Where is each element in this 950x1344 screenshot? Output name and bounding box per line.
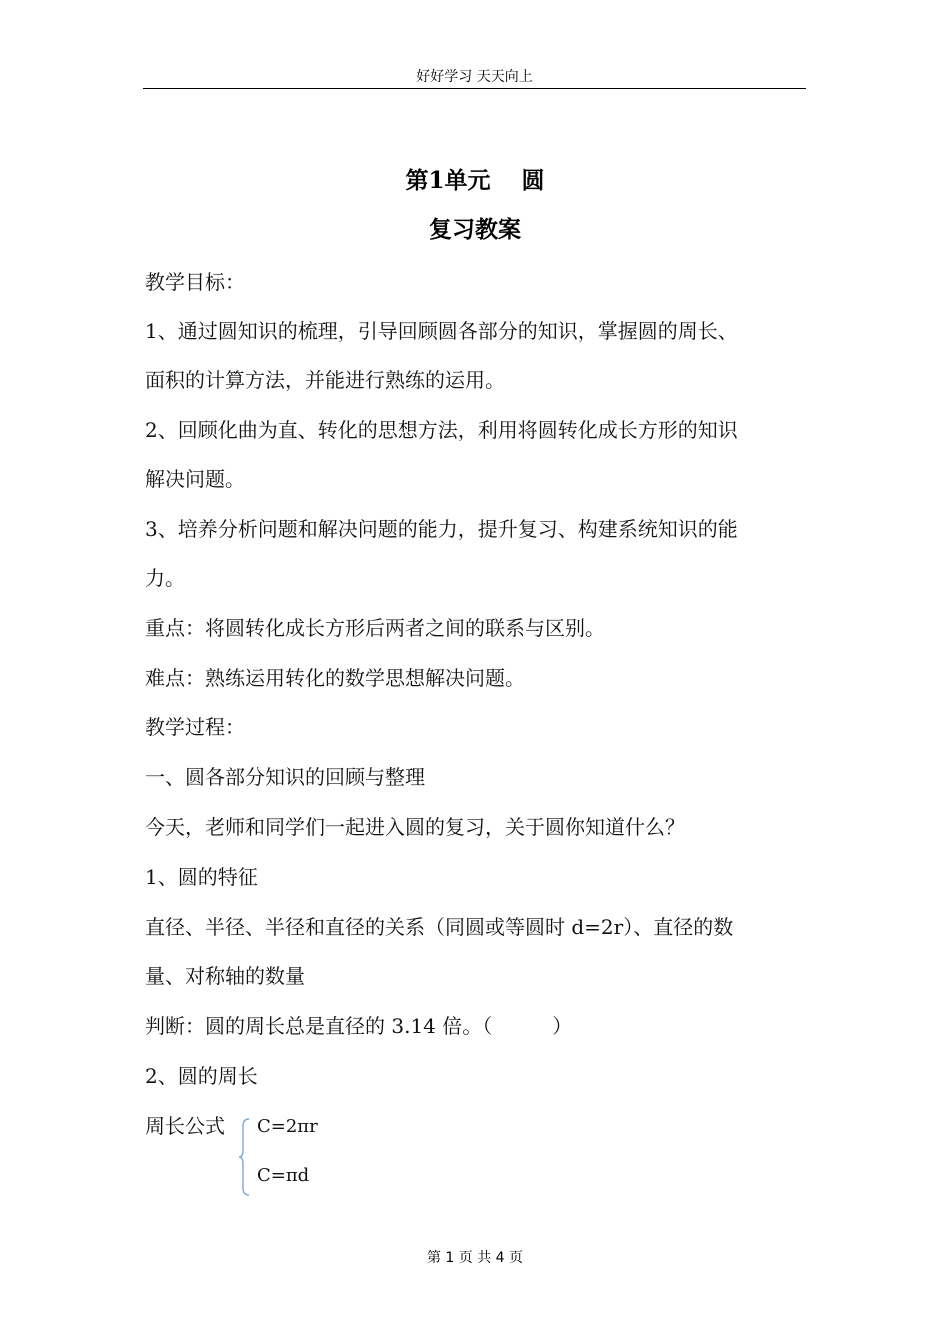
body-line: 今天，老师和同学们一起进入圆的复习，关于圆你知道什么？ <box>145 815 685 839</box>
body-line: 重点：将圆转化成长方形后两者之间的联系与区别。 <box>145 616 605 640</box>
body-line: 2、圆的周长 <box>145 1064 258 1088</box>
body-line: 直径、半径、半径和直径的关系（同圆或等圆时 d=2r）、直径的数 <box>145 915 734 939</box>
body-line: 量、对称轴的数量 <box>145 964 305 988</box>
body-line: 难点：熟练运用转化的数学思想解决问题。 <box>145 666 525 690</box>
body-line: 面积的计算方法，并能进行熟练的运用。 <box>145 368 505 392</box>
formula-label: 周长公式 <box>145 1114 225 1138</box>
page-footer: 第 1 页 共 4 页 <box>426 1250 524 1266</box>
body-line: 1、通过圆知识的梳理，引导回顾圆各部分的知识，掌握圆的周长、 <box>145 319 738 343</box>
document-subtitle: 复习教案 <box>429 216 521 243</box>
body-line: 3、培养分析问题和解决问题的能力，提升复习、构建系统知识的能 <box>145 517 738 541</box>
body-line: 一、圆各部分知识的回顾与整理 <box>145 765 425 789</box>
page-header: 好好学习 天天向上 <box>416 69 533 85</box>
body-line: 教学过程： <box>145 715 245 739</box>
body-line: 1、圆的特征 <box>145 865 258 889</box>
left-brace-icon <box>238 1118 252 1196</box>
body-line: 教学目标： <box>145 270 245 294</box>
body-line: 解决问题。 <box>145 467 245 491</box>
formula-circumference-radius: C=2πr <box>257 1116 318 1137</box>
document-title: 第1单元 圆 <box>405 167 545 194</box>
body-line: 力。 <box>145 566 185 590</box>
formula-circumference-diameter: C=πd <box>257 1165 310 1186</box>
header-rule <box>143 88 806 89</box>
body-line: 判断：圆的周长总是直径的 3.14 倍。（ ） <box>145 1014 573 1038</box>
body-line: 2、回顾化曲为直、转化的思想方法，利用将圆转化成长方形的知识 <box>145 418 738 442</box>
